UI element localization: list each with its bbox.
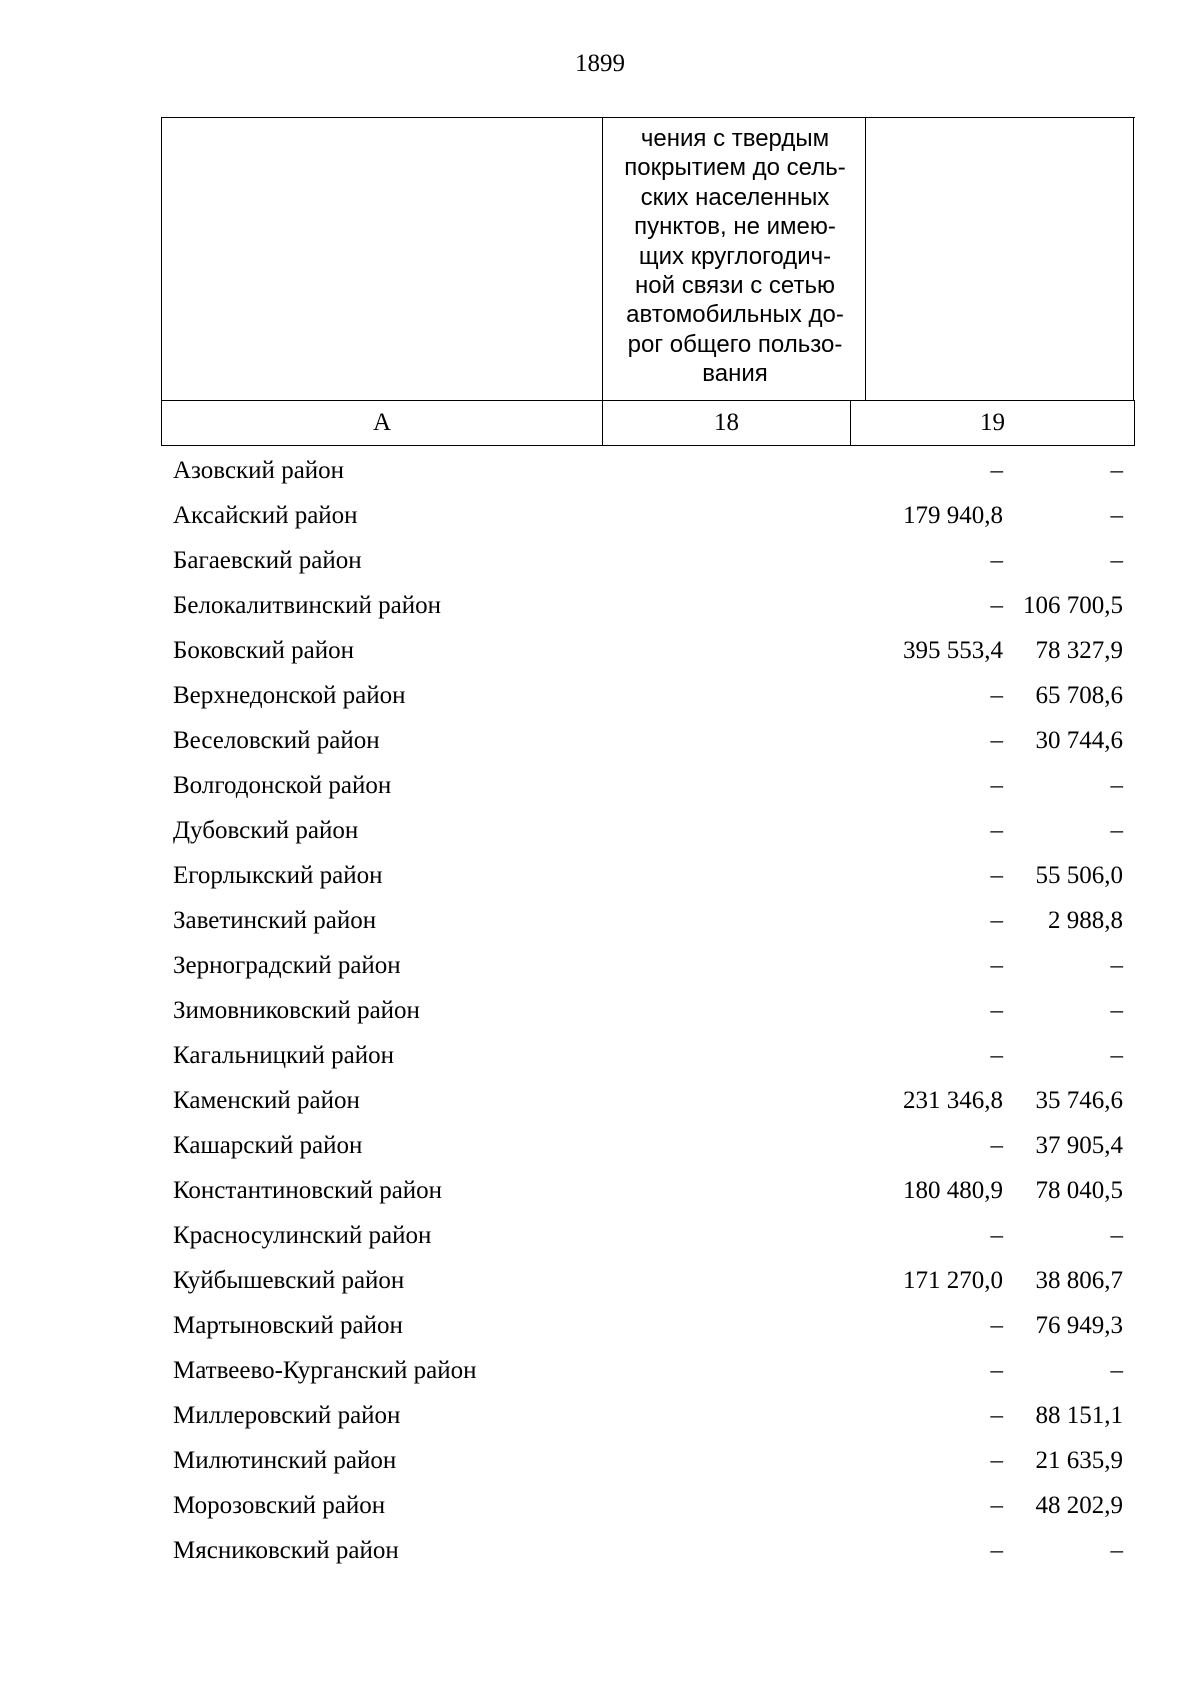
value-col19: 55 506,0 xyxy=(1035,862,1123,889)
district-name: Багаевский район xyxy=(173,547,362,574)
district-name: Белокалитвинский район xyxy=(173,592,441,619)
table-row xyxy=(161,1306,1135,1351)
colnum-18: 18 xyxy=(603,401,851,445)
value-col18: 171 270,0 xyxy=(903,1267,1003,1294)
table-row xyxy=(161,1531,1135,1576)
header-border-right xyxy=(1133,118,1134,400)
value-col18: – xyxy=(990,1537,1003,1564)
value-col18: – xyxy=(990,1357,1003,1384)
value-col19: 65 708,6 xyxy=(1035,682,1123,709)
page-number: 1899 xyxy=(575,50,625,77)
district-name: Веселовский район xyxy=(173,727,380,754)
table-row xyxy=(161,946,1135,991)
table-row xyxy=(161,1036,1135,1081)
district-name: Зимовниковский район xyxy=(173,997,420,1024)
value-col18: – xyxy=(990,457,1003,484)
value-col19: 30 744,6 xyxy=(1035,727,1123,754)
value-col19: 78 040,5 xyxy=(1035,1177,1123,1204)
district-name: Куйбышевский район xyxy=(173,1267,405,1294)
value-col19: – xyxy=(1110,457,1123,484)
district-name: Морозовский район xyxy=(173,1492,386,1519)
district-name: Заветинский район xyxy=(173,907,377,934)
value-col19: – xyxy=(1110,1537,1123,1564)
table-row xyxy=(161,1081,1135,1126)
value-col19: – xyxy=(1110,1357,1123,1384)
table-row xyxy=(161,1171,1135,1216)
value-col19: 37 905,4 xyxy=(1035,1132,1123,1159)
value-col18: – xyxy=(990,907,1003,934)
value-col19: – xyxy=(1110,547,1123,574)
table-body xyxy=(161,451,1135,1576)
header-border-col19-left xyxy=(865,118,866,400)
value-col18: – xyxy=(990,1402,1003,1429)
table-row xyxy=(161,766,1135,811)
header-border-left xyxy=(161,118,162,400)
value-col18: – xyxy=(990,592,1003,619)
table-row xyxy=(161,1396,1135,1441)
value-col18: – xyxy=(990,772,1003,799)
table-row xyxy=(161,541,1135,586)
value-col18: 231 346,8 xyxy=(903,1087,1003,1114)
district-name: Аксайский район xyxy=(173,502,358,529)
district-name: Кашарский район xyxy=(173,1132,363,1159)
district-name: Кагальницкий район xyxy=(173,1042,395,1069)
colnum-19: 19 xyxy=(980,409,1005,436)
value-col18: – xyxy=(990,1492,1003,1519)
value-col19: – xyxy=(1110,817,1123,844)
value-col18: – xyxy=(990,862,1003,889)
value-col18: 179 940,8 xyxy=(903,502,1003,529)
value-col18: – xyxy=(990,547,1003,574)
district-name: Матвеево-Курганский район xyxy=(173,1357,477,1384)
district-name: Волгодонской район xyxy=(173,772,392,799)
table-row xyxy=(161,901,1135,946)
value-col19: – xyxy=(1110,1042,1123,1069)
value-col19: – xyxy=(1110,502,1123,529)
table-row xyxy=(161,1441,1135,1486)
value-col19: – xyxy=(1110,1222,1123,1249)
table-row xyxy=(161,1261,1135,1306)
table-row xyxy=(161,1216,1135,1261)
table-row xyxy=(161,631,1135,676)
table-row xyxy=(161,811,1135,856)
table-row xyxy=(161,856,1135,901)
district-name: Милютинский район xyxy=(173,1447,397,1474)
value-col19: 2 988,8 xyxy=(1048,907,1123,934)
district-name: Азовский район xyxy=(173,457,345,484)
value-col19: – xyxy=(1110,952,1123,979)
value-col19: 106 700,5 xyxy=(1023,592,1123,619)
table-row xyxy=(161,1486,1135,1531)
district-name: Мартыновский район xyxy=(173,1312,403,1339)
value-col18: – xyxy=(990,1132,1003,1159)
district-name: Егорлыкский район xyxy=(173,862,383,889)
table-row xyxy=(161,991,1135,1036)
district-name: Зерноградский район xyxy=(173,952,401,979)
value-col19: 88 151,1 xyxy=(1035,1402,1123,1429)
header-border-col18-left xyxy=(602,118,603,400)
value-col19: 78 327,9 xyxy=(1035,637,1123,664)
value-col18: – xyxy=(990,1042,1003,1069)
district-name: Миллеровский район xyxy=(173,1402,401,1429)
value-col19: 38 806,7 xyxy=(1035,1267,1123,1294)
value-col19: 76 949,3 xyxy=(1035,1312,1123,1339)
table-row xyxy=(161,1126,1135,1171)
district-name: Дубовский район xyxy=(173,817,359,844)
col18-header-text: чения с твердым покрытием до сель- ских населенных пунктов, не имею- щих круглогодич- ной связи с сетью автомобильных до- рог общего пользо- вания xyxy=(624,125,846,388)
value-col18: 395 553,4 xyxy=(903,637,1003,664)
district-name: Каменский район xyxy=(173,1087,360,1114)
value-col19: 35 746,6 xyxy=(1035,1087,1123,1114)
value-col19: – xyxy=(1110,997,1123,1024)
value-col19: – xyxy=(1110,772,1123,799)
value-col18: – xyxy=(990,1447,1003,1474)
table-row xyxy=(161,586,1135,631)
district-name: Красносулинский район xyxy=(173,1222,432,1249)
table-row xyxy=(161,451,1135,496)
district-name: Мясниковский район xyxy=(173,1537,399,1564)
table-row xyxy=(161,496,1135,541)
colnum-a: А xyxy=(162,401,603,445)
value-col19: 48 202,9 xyxy=(1035,1492,1123,1519)
value-col18: – xyxy=(990,727,1003,754)
value-col18: – xyxy=(990,1222,1003,1249)
column-number-row xyxy=(161,400,1135,446)
district-name: Константиновский район xyxy=(173,1177,443,1204)
value-col18: – xyxy=(990,817,1003,844)
value-col18: – xyxy=(990,682,1003,709)
table-row xyxy=(161,1351,1135,1396)
value-col18: – xyxy=(990,1312,1003,1339)
value-col19: 21 635,9 xyxy=(1035,1447,1123,1474)
district-name: Боковский район xyxy=(173,637,354,664)
value-col18: – xyxy=(990,952,1003,979)
district-name: Верхнедонской район xyxy=(173,682,406,709)
table-row xyxy=(161,721,1135,766)
value-col18: 180 480,9 xyxy=(903,1177,1003,1204)
value-col18: – xyxy=(990,997,1003,1024)
table-row xyxy=(161,676,1135,721)
